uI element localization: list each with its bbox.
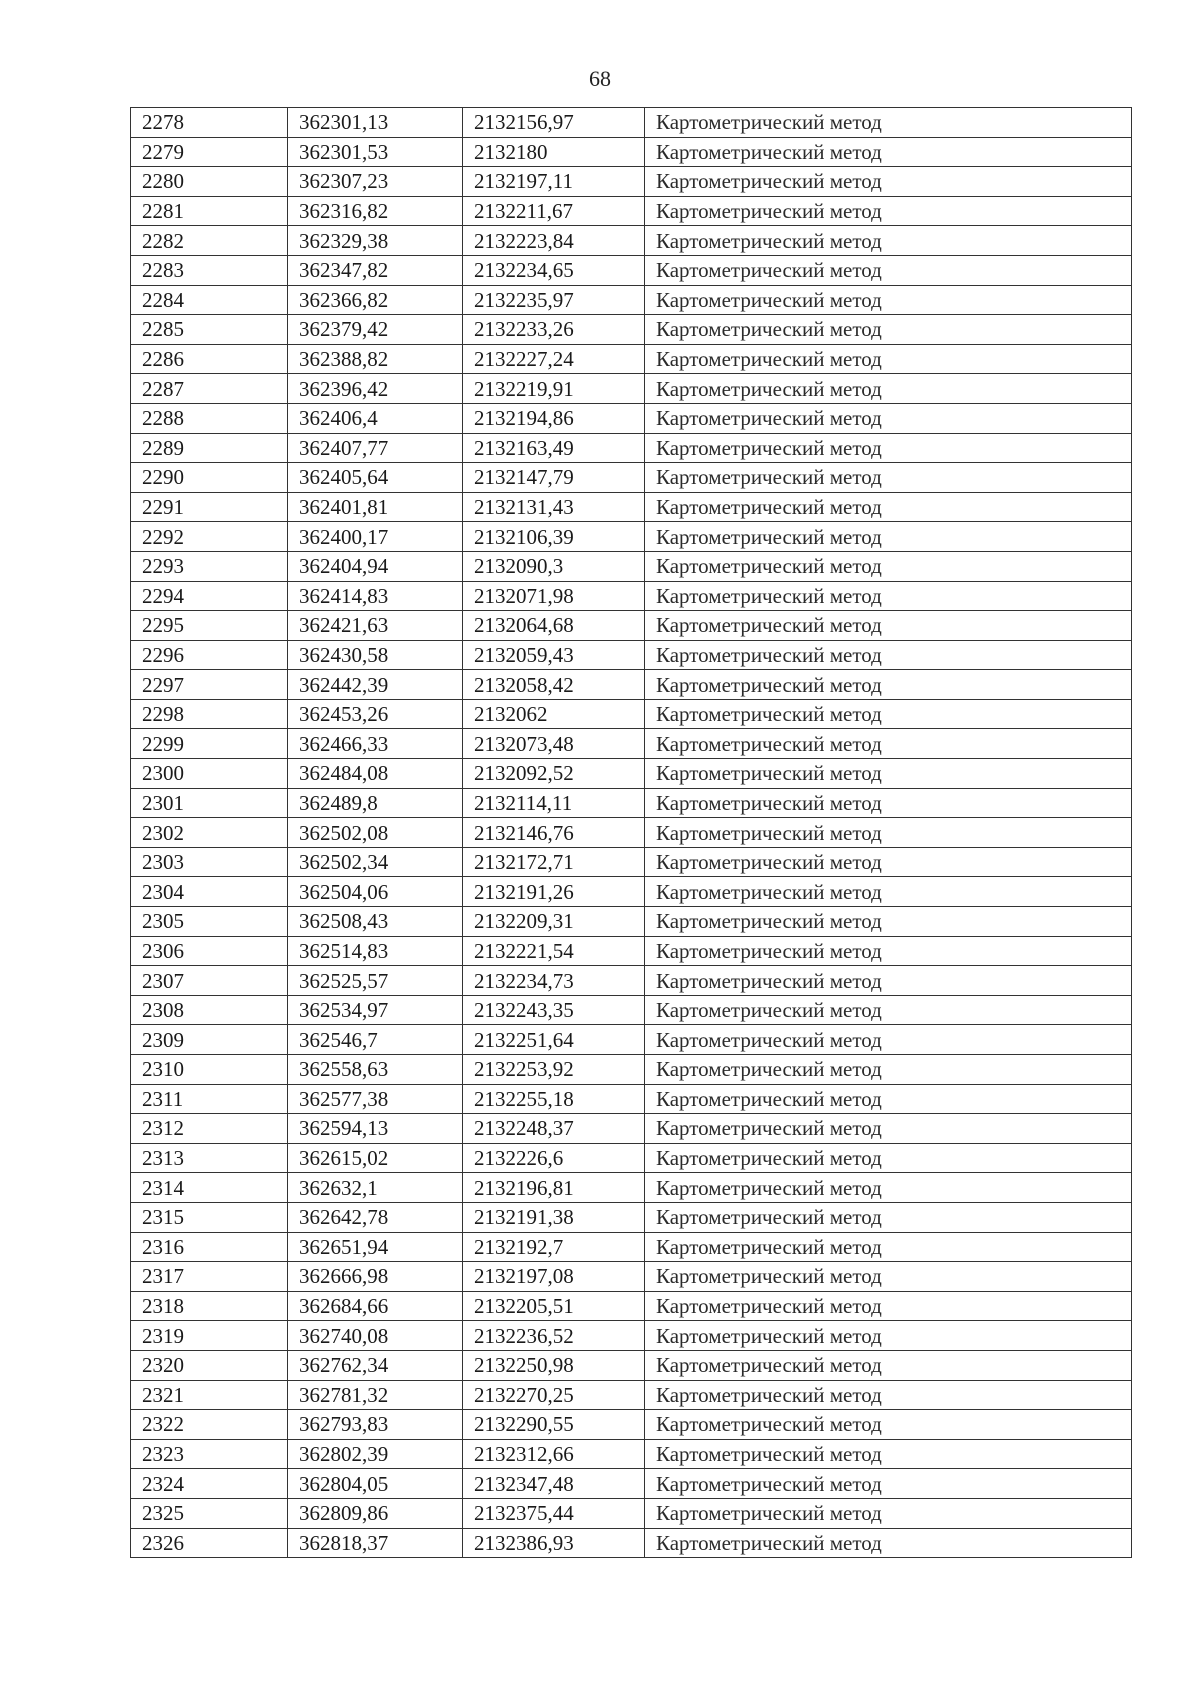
point-number-cell: 2300 [131, 759, 288, 789]
table-row [131, 1025, 1132, 1055]
y-coordinate-cell: 2132347,48 [463, 1469, 645, 1499]
x-coordinate-cell: 362632,1 [288, 1173, 463, 1203]
point-number-cell: 2289 [131, 433, 288, 463]
y-coordinate-cell: 2132234,65 [463, 255, 645, 285]
x-coordinate-cell: 362401,81 [288, 492, 463, 522]
point-number-cell: 2313 [131, 1143, 288, 1173]
point-number-cell: 2320 [131, 1350, 288, 1380]
method-cell: Картометрический метод [645, 522, 1132, 552]
x-coordinate-cell: 362406,4 [288, 403, 463, 433]
point-number-cell: 2286 [131, 344, 288, 374]
point-number-cell: 2324 [131, 1469, 288, 1499]
table-row [131, 196, 1132, 226]
y-coordinate-cell: 2132251,64 [463, 1025, 645, 1055]
x-coordinate-cell: 362388,82 [288, 344, 463, 374]
x-coordinate-cell: 362453,26 [288, 699, 463, 729]
table-row [131, 936, 1132, 966]
y-coordinate-cell: 2132092,52 [463, 759, 645, 789]
table-row [131, 1084, 1132, 1114]
method-cell: Картометрический метод [645, 581, 1132, 611]
point-number-cell: 2297 [131, 670, 288, 700]
table-row [131, 344, 1132, 374]
point-number-cell: 2296 [131, 640, 288, 670]
point-number-cell: 2282 [131, 226, 288, 256]
x-coordinate-cell: 362404,94 [288, 551, 463, 581]
table-row [131, 640, 1132, 670]
x-coordinate-cell: 362525,57 [288, 966, 463, 996]
method-cell: Картометрический метод [645, 137, 1132, 167]
table-row [131, 255, 1132, 285]
y-coordinate-cell: 2132226,6 [463, 1143, 645, 1173]
method-cell: Картометрический метод [645, 1084, 1132, 1114]
y-coordinate-cell: 2132090,3 [463, 551, 645, 581]
point-number-cell: 2284 [131, 285, 288, 315]
x-coordinate-cell: 362546,7 [288, 1025, 463, 1055]
method-cell: Картометрический метод [645, 551, 1132, 581]
method-cell: Картометрический метод [645, 1143, 1132, 1173]
x-coordinate-cell: 362442,39 [288, 670, 463, 700]
method-cell: Картометрический метод [645, 788, 1132, 818]
x-coordinate-cell: 362379,42 [288, 315, 463, 345]
y-coordinate-cell: 2132197,08 [463, 1262, 645, 1292]
method-cell: Картометрический метод [645, 670, 1132, 700]
x-coordinate-cell: 362577,38 [288, 1084, 463, 1114]
table-row [131, 1410, 1132, 1440]
table-row [131, 1114, 1132, 1144]
y-coordinate-cell: 2132192,7 [463, 1232, 645, 1262]
y-coordinate-cell: 2132375,44 [463, 1498, 645, 1528]
table-row [131, 877, 1132, 907]
y-coordinate-cell: 2132236,52 [463, 1321, 645, 1351]
point-number-cell: 2311 [131, 1084, 288, 1114]
method-cell: Картометрический метод [645, 1498, 1132, 1528]
method-cell: Картометрический метод [645, 1380, 1132, 1410]
method-cell: Картометрический метод [645, 1528, 1132, 1558]
table-row [131, 995, 1132, 1025]
x-coordinate-cell: 362615,02 [288, 1143, 463, 1173]
y-coordinate-cell: 2132058,42 [463, 670, 645, 700]
point-number-cell: 2301 [131, 788, 288, 818]
y-coordinate-cell: 2132172,71 [463, 847, 645, 877]
point-number-cell: 2306 [131, 936, 288, 966]
y-coordinate-cell: 2132290,55 [463, 1410, 645, 1440]
method-cell: Картометрический метод [645, 1350, 1132, 1380]
y-coordinate-cell: 2132156,97 [463, 108, 645, 138]
point-number-cell: 2309 [131, 1025, 288, 1055]
y-coordinate-cell: 2132071,98 [463, 581, 645, 611]
x-coordinate-cell: 362818,37 [288, 1528, 463, 1558]
y-coordinate-cell: 2132146,76 [463, 818, 645, 848]
table-row [131, 1262, 1132, 1292]
y-coordinate-cell: 2132191,26 [463, 877, 645, 907]
x-coordinate-cell: 362514,83 [288, 936, 463, 966]
point-number-cell: 2299 [131, 729, 288, 759]
x-coordinate-cell: 362405,64 [288, 463, 463, 493]
point-number-cell: 2319 [131, 1321, 288, 1351]
y-coordinate-cell: 2132386,93 [463, 1528, 645, 1558]
table-row [131, 1202, 1132, 1232]
point-number-cell: 2316 [131, 1232, 288, 1262]
x-coordinate-cell: 362489,8 [288, 788, 463, 818]
x-coordinate-cell: 362414,83 [288, 581, 463, 611]
method-cell: Картометрический метод [645, 1439, 1132, 1469]
point-number-cell: 2278 [131, 108, 288, 138]
table-row [131, 729, 1132, 759]
table-row [131, 581, 1132, 611]
method-cell: Картометрический метод [645, 226, 1132, 256]
point-number-cell: 2326 [131, 1528, 288, 1558]
y-coordinate-cell: 2132205,51 [463, 1291, 645, 1321]
y-coordinate-cell: 2132211,67 [463, 196, 645, 226]
method-cell: Картометрический метод [645, 463, 1132, 493]
method-cell: Картометрический метод [645, 1321, 1132, 1351]
table-row [131, 167, 1132, 197]
method-cell: Картометрический метод [645, 344, 1132, 374]
x-coordinate-cell: 362666,98 [288, 1262, 463, 1292]
y-coordinate-cell: 2132064,68 [463, 611, 645, 641]
coordinates-table-body [131, 108, 1132, 1558]
page-number: 68 [589, 66, 611, 91]
point-number-cell: 2298 [131, 699, 288, 729]
table-row [131, 463, 1132, 493]
point-number-cell: 2314 [131, 1173, 288, 1203]
point-number-cell: 2303 [131, 847, 288, 877]
method-cell: Картометрический метод [645, 315, 1132, 345]
table-row [131, 759, 1132, 789]
table-row [131, 847, 1132, 877]
point-number-cell: 2291 [131, 492, 288, 522]
x-coordinate-cell: 362802,39 [288, 1439, 463, 1469]
method-cell: Картометрический метод [645, 729, 1132, 759]
point-number-cell: 2285 [131, 315, 288, 345]
method-cell: Картометрический метод [645, 492, 1132, 522]
method-cell: Картометрический метод [645, 1202, 1132, 1232]
point-number-cell: 2287 [131, 374, 288, 404]
point-number-cell: 2315 [131, 1202, 288, 1232]
y-coordinate-cell: 2132221,54 [463, 936, 645, 966]
method-cell: Картометрический метод [645, 936, 1132, 966]
y-coordinate-cell: 2132059,43 [463, 640, 645, 670]
x-coordinate-cell: 362793,83 [288, 1410, 463, 1440]
x-coordinate-cell: 362594,13 [288, 1114, 463, 1144]
y-coordinate-cell: 2132191,38 [463, 1202, 645, 1232]
method-cell: Картометрический метод [645, 1291, 1132, 1321]
point-number-cell: 2307 [131, 966, 288, 996]
method-cell: Картометрический метод [645, 433, 1132, 463]
y-coordinate-cell: 2132062 [463, 699, 645, 729]
table-row [131, 907, 1132, 937]
x-coordinate-cell: 362430,58 [288, 640, 463, 670]
x-coordinate-cell: 362421,63 [288, 611, 463, 641]
coordinates-table [130, 107, 1132, 1558]
y-coordinate-cell: 2132147,79 [463, 463, 645, 493]
table-row [131, 492, 1132, 522]
x-coordinate-cell: 362781,32 [288, 1380, 463, 1410]
method-cell: Картометрический метод [645, 403, 1132, 433]
point-number-cell: 2290 [131, 463, 288, 493]
method-cell: Картометрический метод [645, 1232, 1132, 1262]
y-coordinate-cell: 2132163,49 [463, 433, 645, 463]
method-cell: Картометрический метод [645, 877, 1132, 907]
x-coordinate-cell: 362396,42 [288, 374, 463, 404]
y-coordinate-cell: 2132197,11 [463, 167, 645, 197]
method-cell: Картометрический метод [645, 818, 1132, 848]
y-coordinate-cell: 2132255,18 [463, 1084, 645, 1114]
method-cell: Картометрический метод [645, 847, 1132, 877]
table-row [131, 1498, 1132, 1528]
table-row [131, 1055, 1132, 1085]
table-row [131, 1469, 1132, 1499]
method-cell: Картометрический метод [645, 108, 1132, 138]
y-coordinate-cell: 2132073,48 [463, 729, 645, 759]
table-row [131, 1380, 1132, 1410]
y-coordinate-cell: 2132270,25 [463, 1380, 645, 1410]
method-cell: Картометрический метод [645, 167, 1132, 197]
table-row [131, 1528, 1132, 1558]
point-number-cell: 2292 [131, 522, 288, 552]
x-coordinate-cell: 362684,66 [288, 1291, 463, 1321]
point-number-cell: 2304 [131, 877, 288, 907]
method-cell: Картометрический метод [645, 759, 1132, 789]
point-number-cell: 2281 [131, 196, 288, 226]
y-coordinate-cell: 2132253,92 [463, 1055, 645, 1085]
table-row [131, 966, 1132, 996]
table-row [131, 1350, 1132, 1380]
x-coordinate-cell: 362400,17 [288, 522, 463, 552]
table-row [131, 1321, 1132, 1351]
x-coordinate-cell: 362762,34 [288, 1350, 463, 1380]
point-number-cell: 2295 [131, 611, 288, 641]
x-coordinate-cell: 362809,86 [288, 1498, 463, 1528]
table-row [131, 818, 1132, 848]
x-coordinate-cell: 362366,82 [288, 285, 463, 315]
y-coordinate-cell: 2132106,39 [463, 522, 645, 552]
table-row [131, 1143, 1132, 1173]
table-row [131, 433, 1132, 463]
method-cell: Картометрический метод [645, 1410, 1132, 1440]
point-number-cell: 2323 [131, 1439, 288, 1469]
table-row [131, 788, 1132, 818]
y-coordinate-cell: 2132235,97 [463, 285, 645, 315]
table-row [131, 226, 1132, 256]
method-cell: Картометрический метод [645, 1262, 1132, 1292]
y-coordinate-cell: 2132180 [463, 137, 645, 167]
y-coordinate-cell: 2132312,66 [463, 1439, 645, 1469]
point-number-cell: 2317 [131, 1262, 288, 1292]
y-coordinate-cell: 2132234,73 [463, 966, 645, 996]
y-coordinate-cell: 2132209,31 [463, 907, 645, 937]
x-coordinate-cell: 362508,43 [288, 907, 463, 937]
point-number-cell: 2294 [131, 581, 288, 611]
x-coordinate-cell: 362502,34 [288, 847, 463, 877]
table-row [131, 285, 1132, 315]
point-number-cell: 2312 [131, 1114, 288, 1144]
y-coordinate-cell: 2132194,86 [463, 403, 645, 433]
point-number-cell: 2288 [131, 403, 288, 433]
table-row [131, 1291, 1132, 1321]
x-coordinate-cell: 362502,08 [288, 818, 463, 848]
method-cell: Картометрический метод [645, 374, 1132, 404]
x-coordinate-cell: 362642,78 [288, 1202, 463, 1232]
table-row [131, 403, 1132, 433]
table-row [131, 1232, 1132, 1262]
table-row [131, 374, 1132, 404]
x-coordinate-cell: 362301,53 [288, 137, 463, 167]
y-coordinate-cell: 2132233,26 [463, 315, 645, 345]
method-cell: Картометрический метод [645, 995, 1132, 1025]
method-cell: Картометрический метод [645, 1055, 1132, 1085]
method-cell: Картометрический метод [645, 1025, 1132, 1055]
x-coordinate-cell: 362301,13 [288, 108, 463, 138]
x-coordinate-cell: 362534,97 [288, 995, 463, 1025]
method-cell: Картометрический метод [645, 1114, 1132, 1144]
table-row [131, 670, 1132, 700]
point-number-cell: 2308 [131, 995, 288, 1025]
y-coordinate-cell: 2132219,91 [463, 374, 645, 404]
x-coordinate-cell: 362558,63 [288, 1055, 463, 1085]
point-number-cell: 2305 [131, 907, 288, 937]
table-row [131, 137, 1132, 167]
table-row [131, 1173, 1132, 1203]
method-cell: Картометрический метод [645, 285, 1132, 315]
method-cell: Картометрический метод [645, 907, 1132, 937]
point-number-cell: 2310 [131, 1055, 288, 1085]
x-coordinate-cell: 362329,38 [288, 226, 463, 256]
y-coordinate-cell: 2132114,11 [463, 788, 645, 818]
table-row [131, 1439, 1132, 1469]
point-number-cell: 2322 [131, 1410, 288, 1440]
table-row [131, 522, 1132, 552]
x-coordinate-cell: 362466,33 [288, 729, 463, 759]
method-cell: Картометрический метод [645, 1469, 1132, 1499]
y-coordinate-cell: 2132248,37 [463, 1114, 645, 1144]
point-number-cell: 2280 [131, 167, 288, 197]
point-number-cell: 2318 [131, 1291, 288, 1321]
point-number-cell: 2302 [131, 818, 288, 848]
table-row [131, 315, 1132, 345]
y-coordinate-cell: 2132131,43 [463, 492, 645, 522]
table-row [131, 551, 1132, 581]
y-coordinate-cell: 2132250,98 [463, 1350, 645, 1380]
point-number-cell: 2325 [131, 1498, 288, 1528]
method-cell: Картометрический метод [645, 1173, 1132, 1203]
x-coordinate-cell: 362307,23 [288, 167, 463, 197]
y-coordinate-cell: 2132227,24 [463, 344, 645, 374]
x-coordinate-cell: 362651,94 [288, 1232, 463, 1262]
table-row [131, 108, 1132, 138]
method-cell: Картометрический метод [645, 699, 1132, 729]
x-coordinate-cell: 362347,82 [288, 255, 463, 285]
method-cell: Картометрический метод [645, 255, 1132, 285]
x-coordinate-cell: 362407,77 [288, 433, 463, 463]
x-coordinate-cell: 362740,08 [288, 1321, 463, 1351]
method-cell: Картометрический метод [645, 966, 1132, 996]
x-coordinate-cell: 362484,08 [288, 759, 463, 789]
method-cell: Картометрический метод [645, 196, 1132, 226]
point-number-cell: 2279 [131, 137, 288, 167]
point-number-cell: 2321 [131, 1380, 288, 1410]
y-coordinate-cell: 2132243,35 [463, 995, 645, 1025]
x-coordinate-cell: 362804,05 [288, 1469, 463, 1499]
table-row [131, 699, 1132, 729]
y-coordinate-cell: 2132223,84 [463, 226, 645, 256]
x-coordinate-cell: 362316,82 [288, 196, 463, 226]
y-coordinate-cell: 2132196,81 [463, 1173, 645, 1203]
table-row [131, 611, 1132, 641]
point-number-cell: 2283 [131, 255, 288, 285]
x-coordinate-cell: 362504,06 [288, 877, 463, 907]
method-cell: Картометрический метод [645, 640, 1132, 670]
method-cell: Картометрический метод [645, 611, 1132, 641]
point-number-cell: 2293 [131, 551, 288, 581]
